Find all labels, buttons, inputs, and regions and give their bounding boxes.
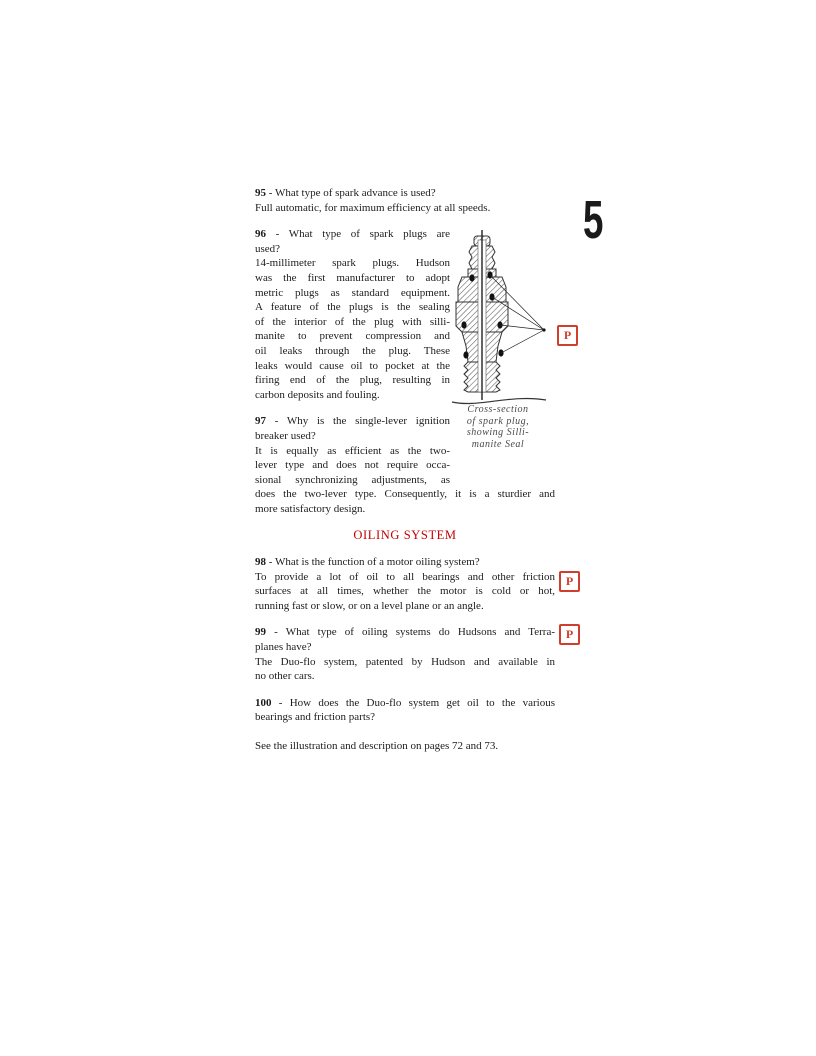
section-heading-oiling-system: OILING SYSTEM xyxy=(353,528,457,543)
qa-item-96 xyxy=(255,227,450,402)
text-line: It is equally as efficient as the two- xyxy=(255,444,450,457)
text-line: carbon deposits and fouling. xyxy=(255,388,380,401)
question-number: 100 xyxy=(255,696,272,709)
question-text: - What is the function of a motor oiling system? xyxy=(266,556,480,569)
page-number: 5 xyxy=(583,190,604,250)
question-number: 95 xyxy=(255,187,266,199)
text-line xyxy=(255,625,555,640)
text-line: planes have? xyxy=(255,641,312,654)
question-number: 96 xyxy=(255,228,266,241)
question-text: - What type of oiling systems do Hudsons and Terra- xyxy=(266,626,555,639)
text-line: does the two-lever type. Consequently, it is a sturdier and xyxy=(255,488,555,501)
p-marker-badge-2: P xyxy=(559,571,580,592)
text-line xyxy=(255,186,555,201)
qa-item-99 xyxy=(255,625,555,683)
question-number: 97 xyxy=(255,415,266,428)
text-line xyxy=(255,696,555,711)
qa-item-98 xyxy=(255,555,555,613)
question-text: - Why is the single-lever ignition xyxy=(266,415,450,428)
text-line xyxy=(255,555,555,570)
text-line: of the interior of the plug with silli- xyxy=(255,315,450,328)
qa-97-narrow-block xyxy=(255,414,450,487)
text-line: breaker used? xyxy=(255,429,316,442)
text-line: A feature of the plugs is the sealing xyxy=(255,301,450,314)
question-text: - What type of spark plugs are xyxy=(266,228,450,241)
text-line: lever type and does not require occa- xyxy=(255,459,450,472)
qa-item-95 xyxy=(255,186,555,215)
text-line: metric plugs as standard equipment. xyxy=(255,286,450,299)
text-line xyxy=(255,414,450,429)
text-line: running fast or slow, or on a level plane or an angle. xyxy=(255,599,484,612)
text-line xyxy=(255,227,450,242)
text-line: 14-millimeter spark plugs. Hudson xyxy=(255,257,450,270)
caption-line: of spark plug, xyxy=(466,415,530,427)
text-line: no other cars. xyxy=(255,670,315,683)
question-text: - What type of spark advance is used? xyxy=(266,187,436,199)
p-marker-badge-1: P xyxy=(557,325,578,346)
text-line: The Duo-flo system, patented by Hudson and available in xyxy=(255,655,555,668)
p-marker-badge-3: P xyxy=(559,624,580,645)
footer-note: See the illustration and description on pages 72 and 73. xyxy=(255,740,499,752)
text-line: firing end of the plug, resulting in xyxy=(255,374,450,387)
text-line: oil leaks through the plug. These xyxy=(255,344,450,357)
caption-line: manite Seal xyxy=(471,438,525,450)
text-line: more satisfactory design. xyxy=(255,502,366,515)
text-line: To provide a lot of oil to all bearings and other friction xyxy=(255,570,555,583)
spark-plug-illustration xyxy=(450,230,566,408)
caption-line: showing Silli- xyxy=(466,427,530,438)
figure-caption xyxy=(443,404,553,450)
text-line: used? xyxy=(255,242,281,255)
qa-item-100 xyxy=(255,696,555,725)
text-line: surfaces at all times, whether the motor is cold or hot, xyxy=(255,585,555,598)
text-line: leaks would cause oil to pocket at the xyxy=(255,359,450,372)
caption-line: Cross-section xyxy=(467,404,529,415)
text-line: bearings and friction parts? xyxy=(255,711,376,724)
text-line: was the first manufacturer to adopt xyxy=(255,271,450,284)
question-number: 99 xyxy=(255,626,266,639)
question-number: 98 xyxy=(255,556,266,569)
text-line: sional synchronizing adjustments, as xyxy=(255,473,450,486)
text-line: Full automatic, for maximum efficiency at all speeds. xyxy=(255,201,491,214)
text-line: manite to prevent compression and xyxy=(255,330,450,343)
question-text: - How does the Duo-flo system get oil to the various xyxy=(271,696,555,709)
spark-plug-figure xyxy=(450,230,566,408)
